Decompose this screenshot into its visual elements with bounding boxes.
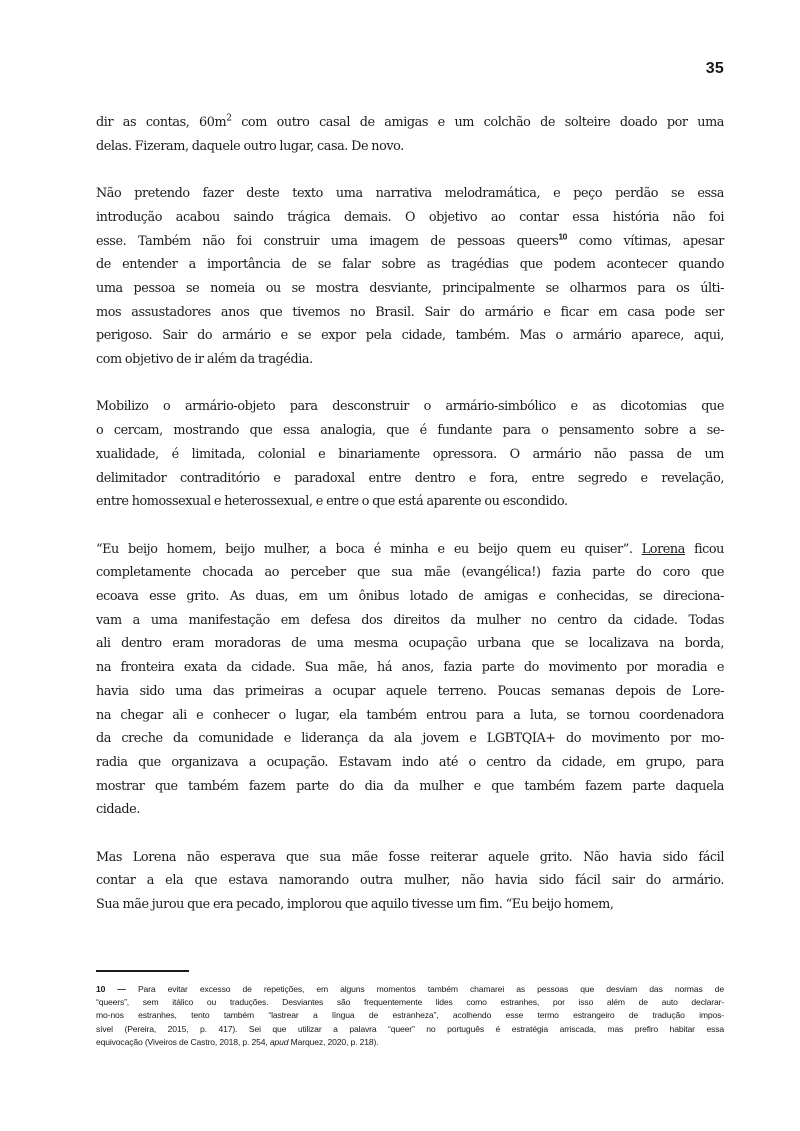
text-line: delas. Fizeram, daquele outro lugar, casa. De novo.	[96, 138, 404, 154]
text-line: da creche da comunidade e liderança da ala jovem e LGBTQIA+ do movimento por mo-	[96, 731, 724, 747]
text-line: vam a uma manifestação em defesa dos direitos da mulher no centro da cidade. Todas	[96, 612, 724, 628]
text-line: o cercam, mostrando que essa analogia, que é fundante para o pensamento sobre a se-	[96, 423, 724, 439]
text-line: cidade.	[96, 802, 140, 818]
text-line: radia que organizava a ocupação. Estavam indo até o centro da cidade, em grupo, para	[96, 754, 724, 770]
text-line: perigoso. Sair do armário e se expor pela cidade, também. Mas o armário aparece, aqui,	[96, 328, 724, 344]
paragraph	[96, 395, 724, 514]
text-line: contar a ela que estava namorando outra mulher, não havia sido fácil sair do armário.	[96, 873, 724, 889]
body-text	[96, 111, 724, 941]
text-run: Marquez, 2020, p. 218).	[288, 1036, 379, 1047]
text-run: como vítimas, apesar	[566, 233, 724, 249]
paragraph	[96, 538, 724, 822]
paragraph	[96, 846, 724, 917]
text-line	[96, 230, 724, 254]
superscript: 10	[558, 231, 567, 242]
text-line: delimitador contraditório e paradoxal entre dentro e fora, entre segredo e revelação,	[96, 470, 724, 486]
footnote-line	[96, 1036, 724, 1049]
text-line: ali dentro eram moradoras de uma mesma ocupação urbana que se localizava na borda,	[96, 636, 724, 652]
text-line: introdução acabou saindo trágica demais. O objetivo ao contar essa história não foi	[96, 209, 724, 225]
text-line	[96, 111, 724, 135]
text-line: Mas Lorena não esperava que sua mãe fosse reiterar aquele grito. Não havia sido fácil	[96, 849, 724, 865]
paragraph	[96, 111, 724, 158]
footnote-divider	[96, 970, 189, 972]
footnote	[96, 983, 724, 1049]
text-line: completamente chocada ao perceber que sua mãe (evangélica!) fazia parte do coro que	[96, 565, 724, 581]
text-line: havia sido uma das primeiras a ocupar aquele terreno. Poucas semanas depois de Lore-	[96, 683, 724, 699]
text-run: dir as contas, 60m	[96, 115, 227, 130]
text-line: Sua mãe jurou que era pecado, implorou que aquilo tivesse um fim. “Eu beijo homem,	[96, 897, 614, 913]
text-line: de entender a importância de se falar sobre as tragédias que podem acontecer quando	[96, 257, 724, 273]
text-line: xualidade, é limitada, colonial e binariamente opressora. O armário não passa de um	[96, 446, 724, 462]
text-line: na chegar ali e conhecer o lugar, ela também entrou para a luta, se tornou coordenadora	[96, 707, 724, 723]
superscript: 2	[226, 113, 232, 124]
page-number: 35	[705, 60, 724, 77]
text-line: mos assustadores anos que tivemos no Brasil. Sair do armário e ficar em casa pode ser	[96, 304, 724, 320]
text-line: na fronteira exata da cidade. Sua mãe, há anos, fazia parte do movimento por moradia e	[96, 660, 724, 676]
footnote-label: 10 —	[96, 984, 126, 994]
footnote-line: sível (Pereira, 2015, p. 417). Sei que utilizar a palavra “queer” no português é estratégia arriscada, mas prefiro habitar essa	[96, 1023, 724, 1034]
text-line	[96, 538, 724, 562]
text-run: equivocação (Viveiros de Castro, 2018, p. 254,	[96, 1036, 270, 1047]
text-run: ficou	[684, 541, 724, 557]
text-run: Para evitar excesso de repetições, em alguns momentos também chamarei as pessoas que desviam das normas de	[137, 984, 724, 994]
text-line: mostrar que também fazem parte do dia da mulher e que também fazem parte daquela	[96, 778, 724, 794]
footnote-line: mo-nos estranhes, tento também “lastrear a língua de estranheza”, acolhendo esse termo estrangeiro de tradução impos-	[96, 1010, 724, 1021]
paragraph	[96, 182, 724, 372]
footnote-line: “queers”, sem itálico ou traduções. Desviantes são frequentemente lides como estranhes, por isso além de auto declarar-	[96, 997, 724, 1008]
text-line: com objetivo de ir além da tragédia.	[96, 352, 313, 368]
text-run: “Eu beijo homem, beijo mulher, a boca é minha e eu beijo quem eu quiser”.	[96, 541, 642, 557]
text-line: uma pessoa se nomeia ou se mostra desviante, principalmente se olharmos para os últi-	[96, 280, 724, 296]
underlined-name: Lorena	[641, 541, 685, 557]
text-run: com outro casal de amigas e um colchão de solteire doado por uma	[231, 115, 724, 130]
text-line: ecoava esse grito. As duas, em um ônibus lotado de amigas e conhecidas, se direciona-	[96, 589, 724, 605]
text-line: entre homossexual e heterossexual, e entre o que está aparente ou escondido.	[96, 494, 568, 510]
footnote-line	[96, 983, 724, 996]
text-line: Não pretendo fazer deste texto uma narrativa melodramática, e peço perdão se essa	[96, 186, 724, 202]
text-run: esse. Também não foi construir uma imagem de pessoas queers	[96, 233, 559, 249]
italic-term: apud	[269, 1036, 289, 1047]
text-line: Mobilizo o armário-objeto para desconstruir o armário-simbólico e as dicotomias que	[96, 399, 724, 415]
